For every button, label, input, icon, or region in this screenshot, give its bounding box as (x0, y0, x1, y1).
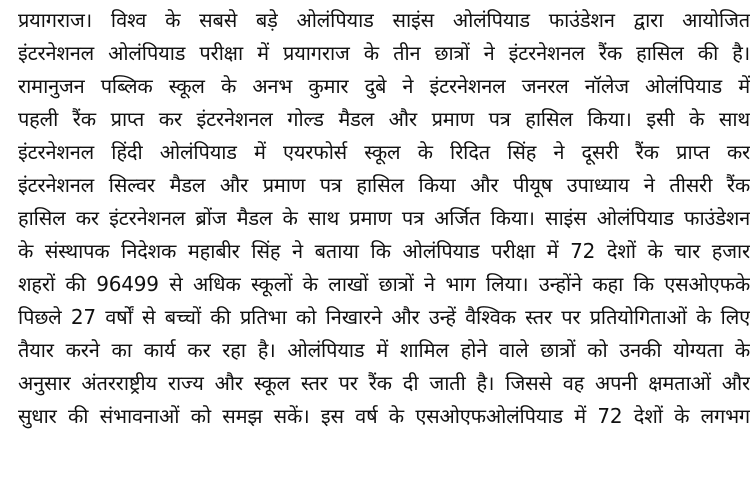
article-line: रामानुजन पब्लिक स्कूल के अनभ कुमार दुबे ने इंटरनेशनल जनरल नॉलेज ओलंपियाड में (18, 74, 750, 98)
article-line: पिछले 27 वर्षों से बच्चों की प्रतिभा को निखारने और उन्हें वैश्विक स्तर पर प्रतियोगिताओं के लिए (18, 305, 750, 329)
article-line: अनुसार अंतरराष्ट्रीय राज्य और स्कूल स्तर पर रैंक दी जाती है। जिससे वह अपनी क्षमताओं और (18, 371, 750, 395)
article-line: इंटरनेशनल ओलंपियाड परीक्षा में प्रयागराज के तीन छात्रों ने इंटरनेशनल रैंक हासिल की है। (18, 41, 750, 65)
article-line: इंटरनेशनल सिल्वर मैडल और प्रमाण पत्र हासिल किया और पीयूष उपाध्याय ने तीसरी रैंक (18, 173, 750, 197)
article-line: के संस्थापक निदेशक महाबीर सिंह ने बताया कि ओलंपियाड परीक्षा में 72 देशों के चार हजार (18, 239, 750, 263)
article-line: पहली रैंक प्राप्त कर इंटरनेशनल गोल्ड मैडल और प्रमाण पत्र हासिल किया। इसी के साथ (18, 107, 750, 131)
article-line: शहरों की 96499 से अधिक स्कूलों के लाखों छात्रों ने भाग लिया। उन्होंने कहा कि एसओएफके (18, 272, 750, 296)
article-line: प्रयागराज। विश्व के सबसे बड़े ओलंपियाड साइंस ओलंपियाड फाउंडेशन द्वारा आयोजित (18, 8, 750, 32)
article-line: तैयार करने का कार्य कर रहा है। ओलंपियाड में शामिल होने वाले छात्रों को उनकी योग्यता के (18, 338, 750, 362)
article-line: सुधार की संभावनाओं को समझ सकें। इस वर्ष के एसओएफओलंपियाड में 72 देशों के लगभग (18, 404, 750, 428)
article-line: हासिल कर इंटरनेशनल ब्रोंज मैडल के साथ प्रमाण पत्र अर्जित किया। साइंस ओलंपियाड फाउंडेशन (18, 206, 750, 230)
article-line: इंटरनेशनल हिंदी ओलंपियाड में एयरफोर्स स्कूल के रिदित सिंह ने दूसरी रैंक प्राप्त कर (18, 140, 750, 164)
